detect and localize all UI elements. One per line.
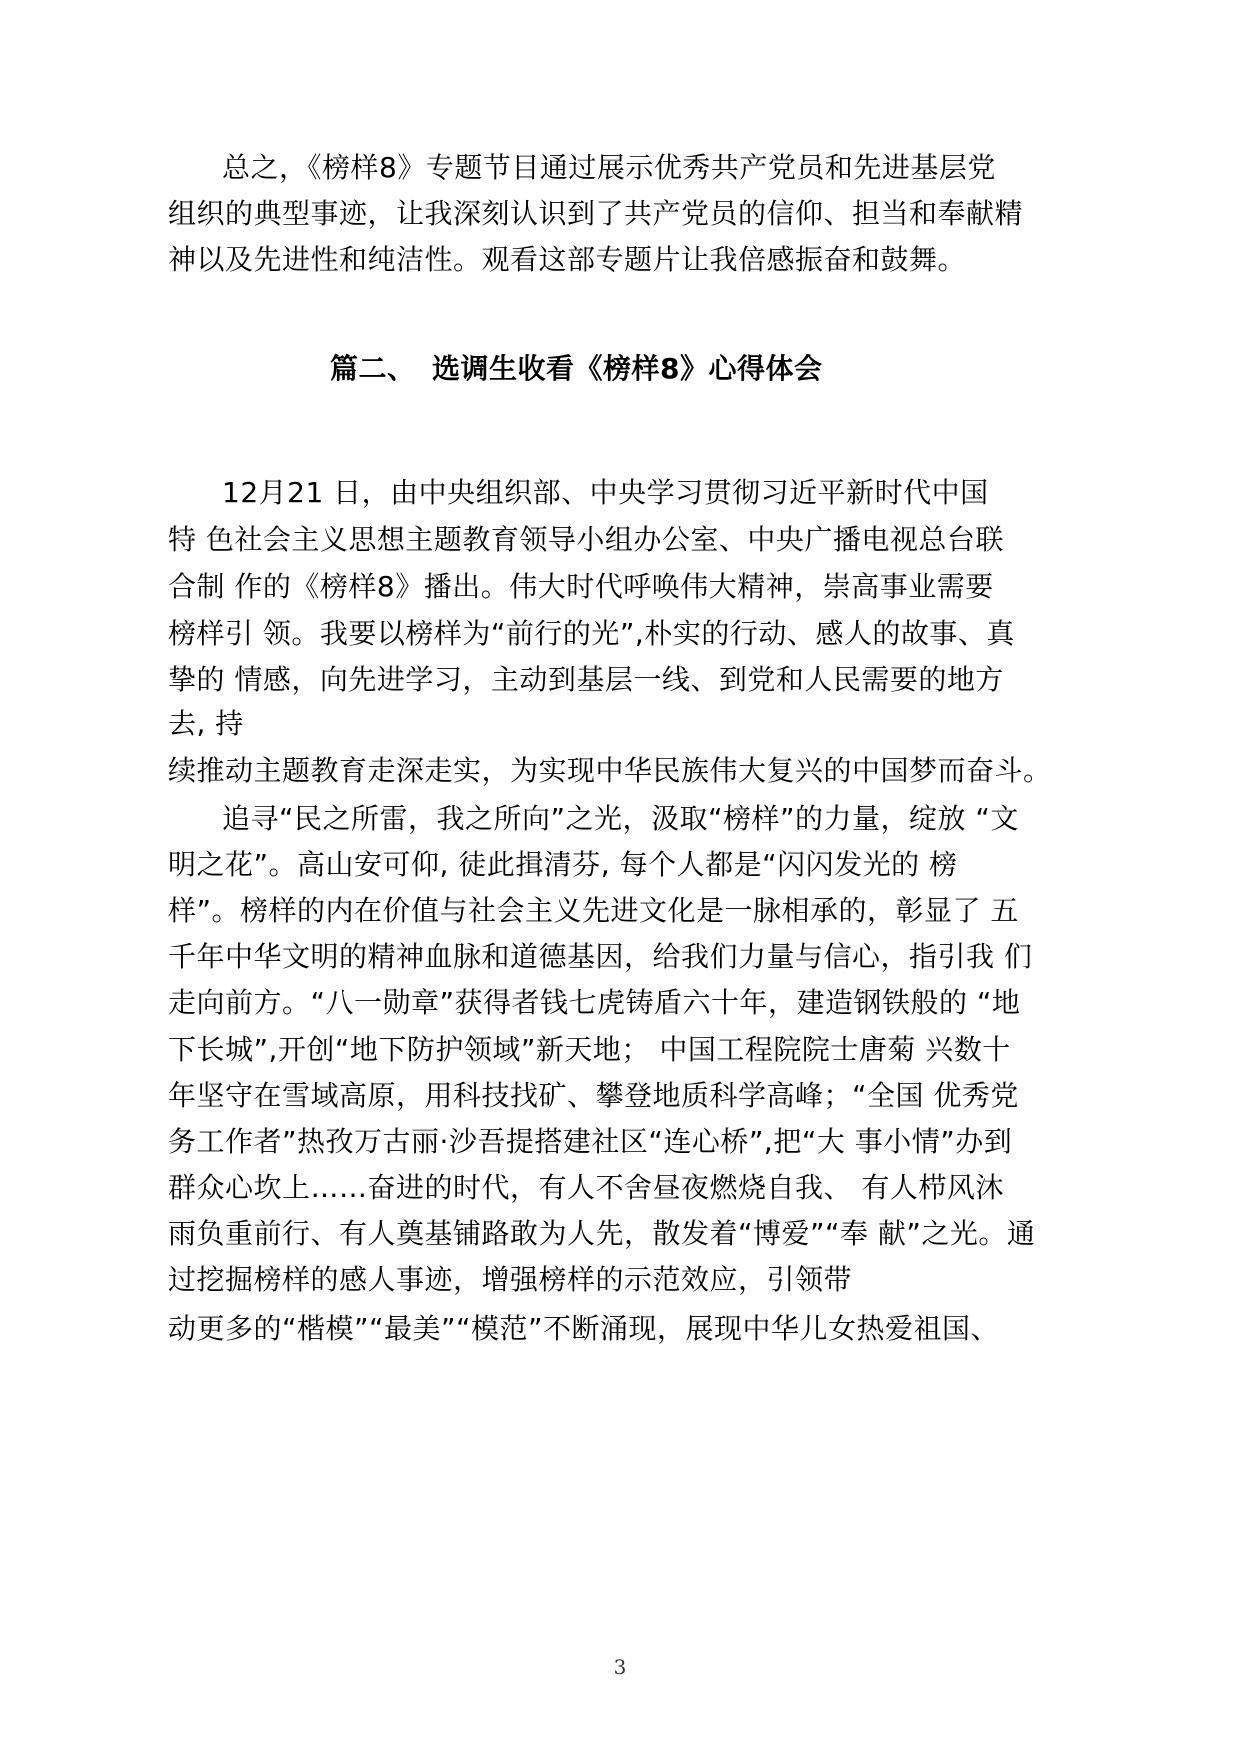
text-line: 续推动主题教育走深走实，为实现中华民族伟大复兴的中国梦而奋斗。	[168, 754, 1052, 787]
text-line: 榜样引 领。我要以榜样为“前行的光”,朴实的行动、感人的故事、真	[168, 617, 1015, 650]
text-line: 过挖掘榜样的感人事迹，增强榜样的示范效应，引领带	[168, 1263, 853, 1296]
text-line: 追寻“民之所雷，我之所向”之光，汲取“榜样”的力量，绽放 “文	[222, 802, 1019, 835]
text-line: 组织的典型事迹，让我深刻认识到了共产党员的信仰、担当和奉献精	[168, 197, 1024, 230]
text-line: 千年中华文明的精神血脉和道德基因，给我们力量与信心，指引我 们	[168, 940, 1033, 973]
text-line: 总之，《榜样8》专题节目通过展示优秀共产党员和先进基层党	[222, 151, 996, 184]
page-number: 3	[613, 1655, 627, 1679]
text-line: 动更多的“楷模”“最美”“模范”不断涌现，展现中华儿女热爱祖国、	[168, 1312, 1000, 1345]
text-line: 神以及先进性和纯洁性。观看这部专题片让我倍感振奋和鼓舞。	[168, 243, 967, 276]
section-title: 选调生收看《榜样8》心得体会	[432, 352, 823, 385]
text-line: 挚的 情感，向先进学习，主动到基层一线、到党和人民需要的地方	[168, 663, 1004, 696]
text-line: 群众心坎上……奋进的时代，有人不舍昼夜燃烧自我、 有人栉风沐	[168, 1171, 1004, 1204]
text-line: 雨负重前行、有人奠基铺路敢为人先，散发着“博爱”“奉 献”之光。通	[168, 1217, 1036, 1250]
text-line: 下长城”,开创“地下防护领域”新天地； 中国工程院院士唐菊 兴数十	[168, 1033, 1011, 1066]
text-line: 12月21 日，由中央组织部、中央学习贯彻习近平新时代中国	[222, 476, 989, 509]
text-line: 特 色社会主义思想主题教育领导小组办公室、中央广播电视总台联	[168, 523, 1004, 556]
text-line: 走向前方。“八一勋章”获得者钱七虎铸盾六十年，建造钢铁般的 “地	[168, 986, 1021, 1019]
text-line: 年坚守在雪域高原，用科技找矿、攀登地质科学高峰；“全国 优秀党	[168, 1079, 1019, 1112]
text-line: 明之花”。高山安可仰, 徒此揖清芬, 每个人都是“闪闪发光的 榜	[168, 848, 958, 881]
text-line: 合制 作的《榜样8》播出。伟大时代呼唤伟大精神，崇高事业需要	[168, 570, 994, 603]
section-number: 篇二、	[330, 352, 416, 385]
text-line: 样”。榜样的内在价值与社会主义先进文化是一脉相承的，彰显了 五	[168, 894, 1019, 927]
text-line: 务工作者”热孜万古丽·沙吾提搭建社区“连心桥”,把“大 事小情”办到	[168, 1125, 1013, 1158]
text-line: 去, 持	[168, 707, 244, 740]
